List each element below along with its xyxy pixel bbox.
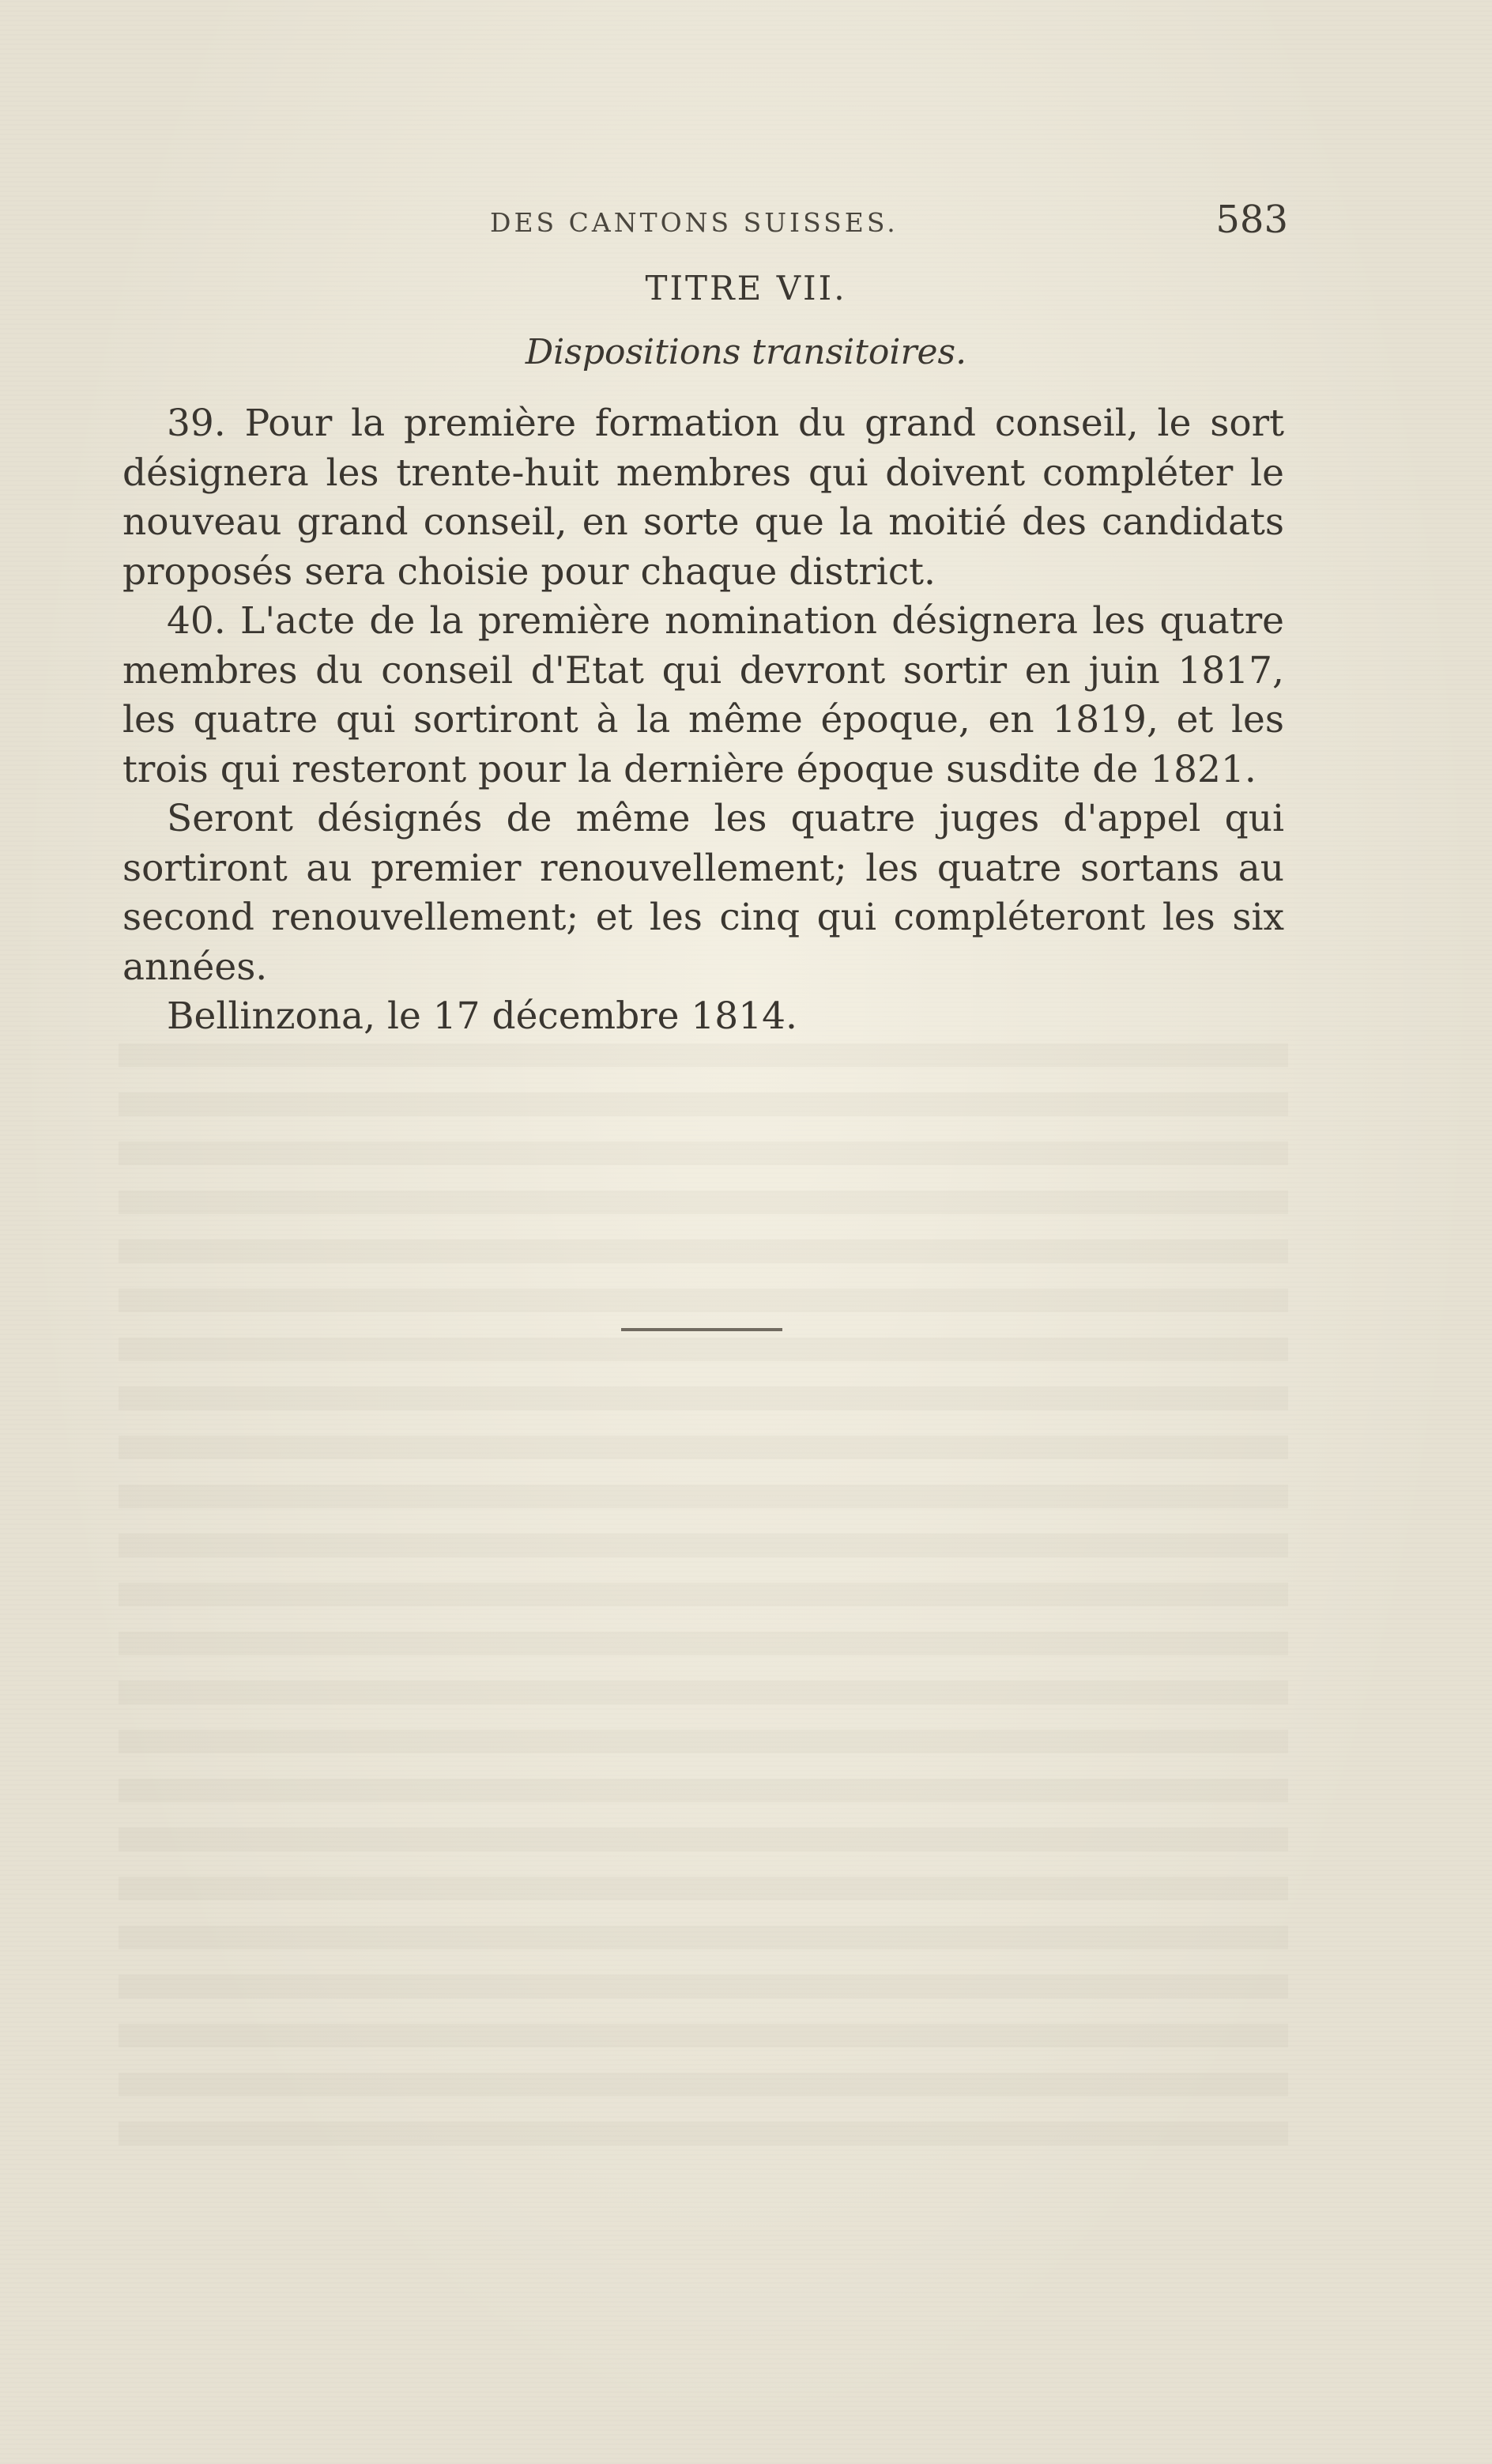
page-number: 583 xyxy=(1215,198,1288,242)
place-and-date: Bellinzona, le 17 décembre 1814. xyxy=(167,994,797,1038)
closing-rule xyxy=(621,1328,782,1331)
body-text xyxy=(122,399,1284,1042)
running-title: DES CANTONS SUISSES. xyxy=(490,207,899,238)
section-subtitle: Dispositions transitoires. xyxy=(525,332,967,372)
show-through-text xyxy=(119,1043,1288,2150)
running-head xyxy=(119,198,1288,253)
article-40: 40. L'acte de la première nomination désignera les quatre membres du conseil d'Etat qui devront sortir en juin 1817, les quatre qui sortiront à la même époque, en 1819, et les trois qui resteront pour la dernière époque susdite de 1821. xyxy=(122,599,1284,791)
article-39: 39. Pour la première formation du grand conseil, le sort désignera les trente-huit membres qui doivent compléter le nouveau grand conseil, en sorte que la moitié des candidats proposés sera choisie pour chaque district. xyxy=(122,402,1284,594)
article-40-continued: Seront désignés de même les quatre juges d'appel qui sortiront au premier renouvellement; les quatre sortans au second renouvellement; et les cinq qui compléteront les six années. xyxy=(122,797,1284,989)
section-title: TITRE VII. xyxy=(645,269,847,308)
